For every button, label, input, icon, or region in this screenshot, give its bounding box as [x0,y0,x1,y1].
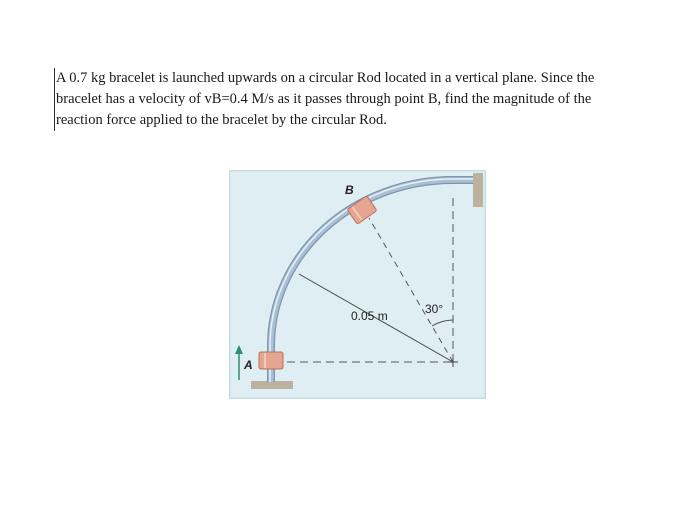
label-b: B [345,183,354,197]
floor-support [251,381,293,389]
problem-line-3: reaction force applied to the bracelet by the circular Rod. [56,112,387,128]
problem-line-2: bracelet has a velocity of vB=0.4 M/s as it passes through point B, find the magnitude of the [56,91,592,107]
problem-statement [54,68,672,131]
label-a: A [244,358,253,372]
angle-label: 30° [425,302,444,316]
collar-a [259,352,283,369]
wall-support [473,173,483,207]
problem-line-1: A 0.7 kg bracelet is launched upwards on a circular Rod located in a vertical plane. Since the [56,70,595,86]
rod-figure [229,170,486,399]
radius-label: 0.05 m [351,309,388,323]
